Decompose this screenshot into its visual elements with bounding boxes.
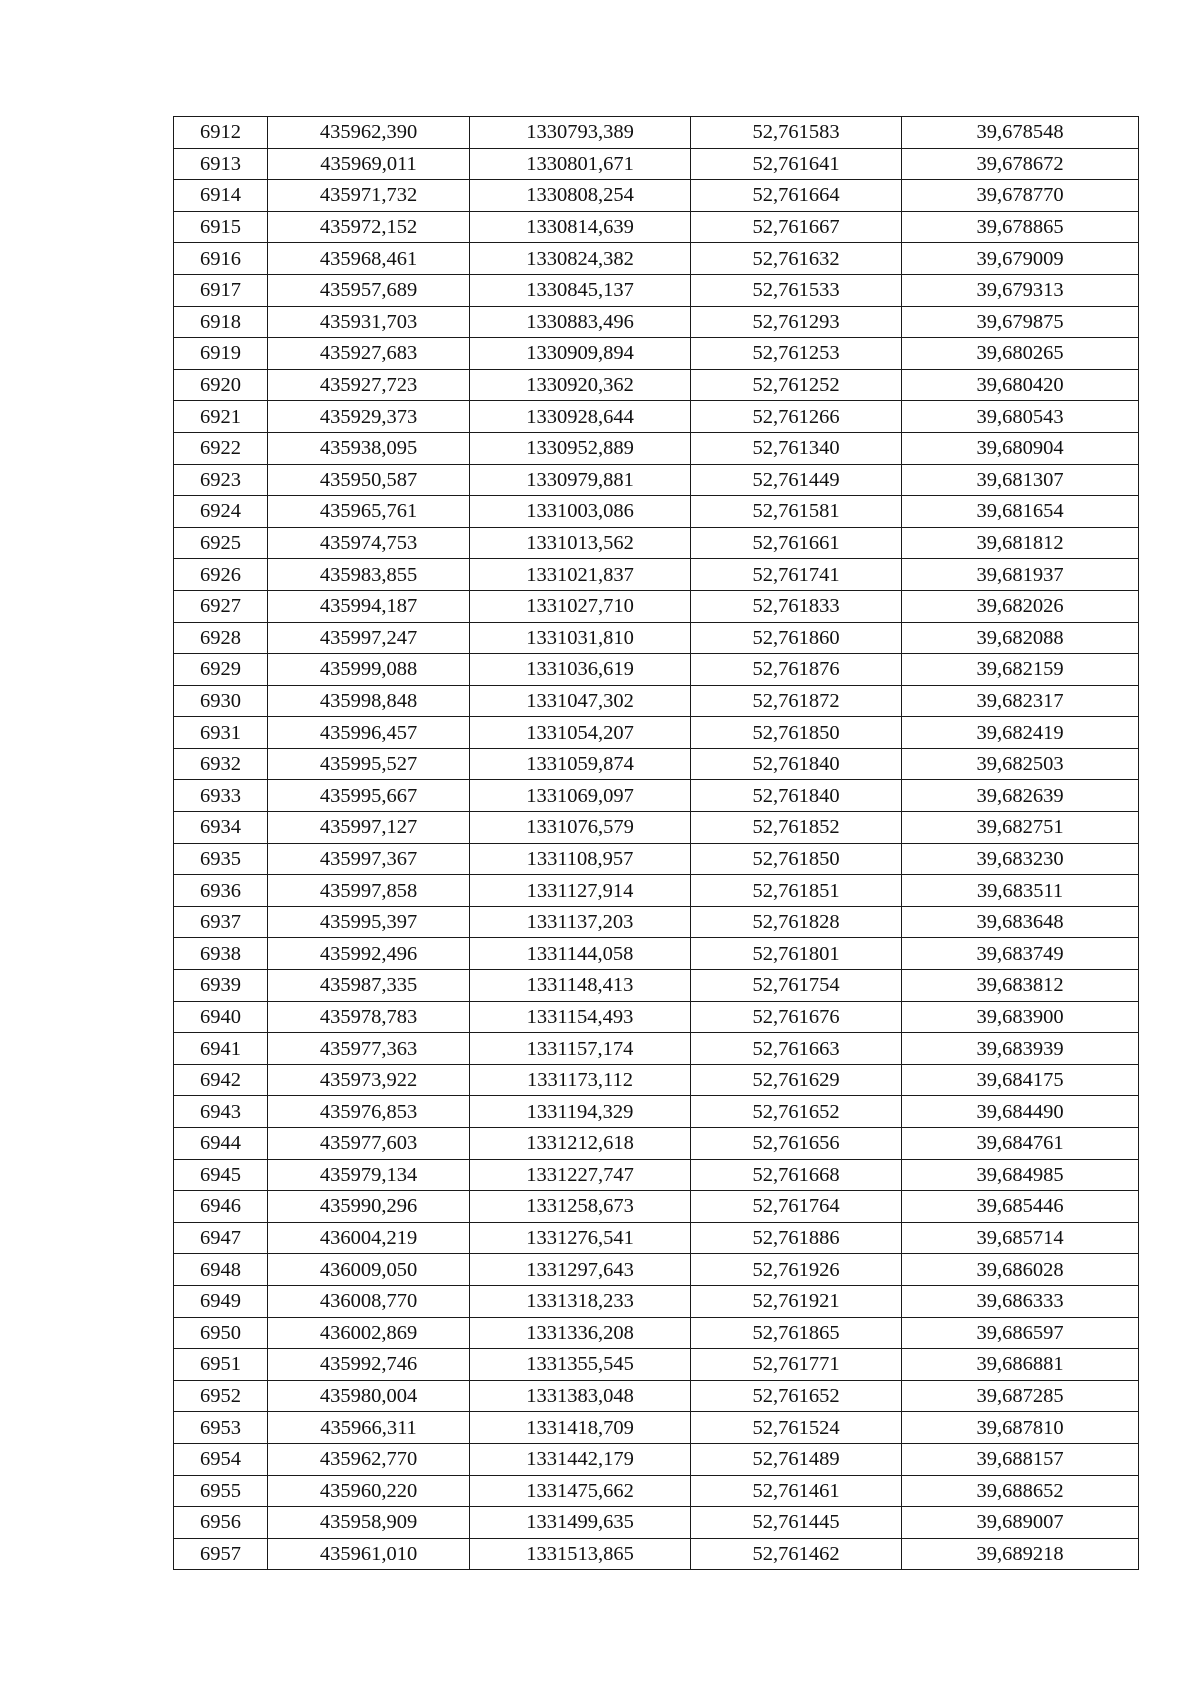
latitude-cell: 52,761840 — [691, 780, 902, 812]
longitude-cell: 39,680420 — [902, 369, 1139, 401]
y-coordinate-cell: 1331137,203 — [470, 906, 691, 938]
x-coordinate-cell: 435997,127 — [268, 812, 470, 844]
table-row — [174, 1538, 1139, 1570]
point-number-cell: 6928 — [174, 622, 268, 654]
longitude-cell: 39,686333 — [902, 1285, 1139, 1317]
coordinates-table — [173, 116, 1139, 1570]
longitude-cell: 39,678865 — [902, 211, 1139, 243]
longitude-cell: 39,683648 — [902, 906, 1139, 938]
longitude-cell: 39,679313 — [902, 274, 1139, 306]
x-coordinate-cell: 435962,390 — [268, 117, 470, 149]
point-number-cell: 6939 — [174, 970, 268, 1002]
longitude-cell: 39,683511 — [902, 875, 1139, 907]
latitude-cell: 52,761926 — [691, 1254, 902, 1286]
longitude-cell: 39,684490 — [902, 1096, 1139, 1128]
latitude-cell: 52,761266 — [691, 401, 902, 433]
x-coordinate-cell: 435980,004 — [268, 1380, 470, 1412]
coordinates-table-body — [174, 117, 1139, 1570]
longitude-cell: 39,688157 — [902, 1443, 1139, 1475]
longitude-cell: 39,680265 — [902, 338, 1139, 370]
y-coordinate-cell: 1330928,644 — [470, 401, 691, 433]
longitude-cell: 39,680904 — [902, 432, 1139, 464]
longitude-cell: 39,682503 — [902, 748, 1139, 780]
table-row — [174, 559, 1139, 591]
table-row — [174, 338, 1139, 370]
point-number-cell: 6948 — [174, 1254, 268, 1286]
latitude-cell: 52,761886 — [691, 1222, 902, 1254]
table-row — [174, 1285, 1139, 1317]
longitude-cell: 39,685446 — [902, 1191, 1139, 1223]
y-coordinate-cell: 1331013,562 — [470, 527, 691, 559]
latitude-cell: 52,761852 — [691, 812, 902, 844]
x-coordinate-cell: 435992,496 — [268, 938, 470, 970]
point-number-cell: 6953 — [174, 1412, 268, 1444]
x-coordinate-cell: 435997,858 — [268, 875, 470, 907]
x-coordinate-cell: 435969,011 — [268, 148, 470, 180]
point-number-cell: 6941 — [174, 1033, 268, 1065]
longitude-cell: 39,682317 — [902, 685, 1139, 717]
x-coordinate-cell: 435971,732 — [268, 180, 470, 212]
point-number-cell: 6927 — [174, 590, 268, 622]
point-number-cell: 6937 — [174, 906, 268, 938]
point-number-cell: 6933 — [174, 780, 268, 812]
y-coordinate-cell: 1331069,097 — [470, 780, 691, 812]
y-coordinate-cell: 1330883,496 — [470, 306, 691, 338]
y-coordinate-cell: 1330824,382 — [470, 243, 691, 275]
longitude-cell: 39,683900 — [902, 1001, 1139, 1033]
longitude-cell: 39,681654 — [902, 496, 1139, 528]
latitude-cell: 52,761764 — [691, 1191, 902, 1223]
table-row — [174, 464, 1139, 496]
latitude-cell: 52,761489 — [691, 1443, 902, 1475]
x-coordinate-cell: 435997,367 — [268, 843, 470, 875]
latitude-cell: 52,761461 — [691, 1475, 902, 1507]
latitude-cell: 52,761771 — [691, 1349, 902, 1381]
table-row — [174, 432, 1139, 464]
y-coordinate-cell: 1331318,233 — [470, 1285, 691, 1317]
point-number-cell: 6957 — [174, 1538, 268, 1570]
x-coordinate-cell: 435927,683 — [268, 338, 470, 370]
y-coordinate-cell: 1331031,810 — [470, 622, 691, 654]
y-coordinate-cell: 1331227,747 — [470, 1159, 691, 1191]
x-coordinate-cell: 435965,761 — [268, 496, 470, 528]
x-coordinate-cell: 436008,770 — [268, 1285, 470, 1317]
point-number-cell: 6920 — [174, 369, 268, 401]
latitude-cell: 52,761663 — [691, 1033, 902, 1065]
point-number-cell: 6915 — [174, 211, 268, 243]
y-coordinate-cell: 1331258,673 — [470, 1191, 691, 1223]
x-coordinate-cell: 435961,010 — [268, 1538, 470, 1570]
y-coordinate-cell: 1331194,329 — [470, 1096, 691, 1128]
x-coordinate-cell: 435927,723 — [268, 369, 470, 401]
table-row — [174, 1317, 1139, 1349]
y-coordinate-cell: 1330909,894 — [470, 338, 691, 370]
point-number-cell: 6912 — [174, 117, 268, 149]
y-coordinate-cell: 1331276,541 — [470, 1222, 691, 1254]
table-row — [174, 369, 1139, 401]
point-number-cell: 6936 — [174, 875, 268, 907]
latitude-cell: 52,761253 — [691, 338, 902, 370]
latitude-cell: 52,761252 — [691, 369, 902, 401]
latitude-cell: 52,761676 — [691, 1001, 902, 1033]
x-coordinate-cell: 435977,603 — [268, 1128, 470, 1160]
point-number-cell: 6944 — [174, 1128, 268, 1160]
table-row — [174, 590, 1139, 622]
x-coordinate-cell: 435977,363 — [268, 1033, 470, 1065]
x-coordinate-cell: 435990,296 — [268, 1191, 470, 1223]
longitude-cell: 39,689007 — [902, 1507, 1139, 1539]
longitude-cell: 39,682639 — [902, 780, 1139, 812]
table-row — [174, 527, 1139, 559]
y-coordinate-cell: 1331297,643 — [470, 1254, 691, 1286]
latitude-cell: 52,761860 — [691, 622, 902, 654]
y-coordinate-cell: 1331108,957 — [470, 843, 691, 875]
point-number-cell: 6956 — [174, 1507, 268, 1539]
table-row — [174, 812, 1139, 844]
point-number-cell: 6949 — [174, 1285, 268, 1317]
table-row — [174, 1222, 1139, 1254]
x-coordinate-cell: 435962,770 — [268, 1443, 470, 1475]
latitude-cell: 52,761754 — [691, 970, 902, 1002]
longitude-cell: 39,679875 — [902, 306, 1139, 338]
y-coordinate-cell: 1331154,493 — [470, 1001, 691, 1033]
point-number-cell: 6934 — [174, 812, 268, 844]
latitude-cell: 52,761840 — [691, 748, 902, 780]
latitude-cell: 52,761583 — [691, 117, 902, 149]
table-row — [174, 1254, 1139, 1286]
y-coordinate-cell: 1331144,058 — [470, 938, 691, 970]
latitude-cell: 52,761833 — [691, 590, 902, 622]
table-row — [174, 1443, 1139, 1475]
point-number-cell: 6943 — [174, 1096, 268, 1128]
x-coordinate-cell: 436002,869 — [268, 1317, 470, 1349]
longitude-cell: 39,678770 — [902, 180, 1139, 212]
longitude-cell: 39,681812 — [902, 527, 1139, 559]
latitude-cell: 52,761667 — [691, 211, 902, 243]
point-number-cell: 6954 — [174, 1443, 268, 1475]
table-row — [174, 654, 1139, 686]
point-number-cell: 6921 — [174, 401, 268, 433]
point-number-cell: 6916 — [174, 243, 268, 275]
latitude-cell: 52,761851 — [691, 875, 902, 907]
latitude-cell: 52,761652 — [691, 1096, 902, 1128]
longitude-cell: 39,682026 — [902, 590, 1139, 622]
x-coordinate-cell: 435950,587 — [268, 464, 470, 496]
longitude-cell: 39,686597 — [902, 1317, 1139, 1349]
longitude-cell: 39,679009 — [902, 243, 1139, 275]
longitude-cell: 39,682159 — [902, 654, 1139, 686]
y-coordinate-cell: 1331127,914 — [470, 875, 691, 907]
y-coordinate-cell: 1330808,254 — [470, 180, 691, 212]
latitude-cell: 52,761872 — [691, 685, 902, 717]
x-coordinate-cell: 435974,753 — [268, 527, 470, 559]
x-coordinate-cell: 435972,152 — [268, 211, 470, 243]
point-number-cell: 6947 — [174, 1222, 268, 1254]
x-coordinate-cell: 435998,848 — [268, 685, 470, 717]
y-coordinate-cell: 1331418,709 — [470, 1412, 691, 1444]
table-row — [174, 1412, 1139, 1444]
latitude-cell: 52,761828 — [691, 906, 902, 938]
longitude-cell: 39,683749 — [902, 938, 1139, 970]
table-row — [174, 496, 1139, 528]
longitude-cell: 39,689218 — [902, 1538, 1139, 1570]
longitude-cell: 39,684175 — [902, 1064, 1139, 1096]
longitude-cell: 39,684761 — [902, 1128, 1139, 1160]
y-coordinate-cell: 1330814,639 — [470, 211, 691, 243]
point-number-cell: 6946 — [174, 1191, 268, 1223]
longitude-cell: 39,678548 — [902, 117, 1139, 149]
x-coordinate-cell: 435999,088 — [268, 654, 470, 686]
x-coordinate-cell: 436009,050 — [268, 1254, 470, 1286]
table-row — [174, 1507, 1139, 1539]
longitude-cell: 39,681937 — [902, 559, 1139, 591]
point-number-cell: 6929 — [174, 654, 268, 686]
x-coordinate-cell: 435995,397 — [268, 906, 470, 938]
longitude-cell: 39,686881 — [902, 1349, 1139, 1381]
latitude-cell: 52,761641 — [691, 148, 902, 180]
latitude-cell: 52,761921 — [691, 1285, 902, 1317]
x-coordinate-cell: 435987,335 — [268, 970, 470, 1002]
table-row — [174, 1001, 1139, 1033]
table-row — [174, 685, 1139, 717]
x-coordinate-cell: 435978,783 — [268, 1001, 470, 1033]
point-number-cell: 6922 — [174, 432, 268, 464]
x-coordinate-cell: 435931,703 — [268, 306, 470, 338]
point-number-cell: 6925 — [174, 527, 268, 559]
longitude-cell: 39,682419 — [902, 717, 1139, 749]
longitude-cell: 39,682088 — [902, 622, 1139, 654]
y-coordinate-cell: 1330801,671 — [470, 148, 691, 180]
point-number-cell: 6926 — [174, 559, 268, 591]
y-coordinate-cell: 1331047,302 — [470, 685, 691, 717]
latitude-cell: 52,761581 — [691, 496, 902, 528]
y-coordinate-cell: 1331513,865 — [470, 1538, 691, 1570]
longitude-cell: 39,686028 — [902, 1254, 1139, 1286]
y-coordinate-cell: 1331383,048 — [470, 1380, 691, 1412]
table-row — [174, 274, 1139, 306]
table-row — [174, 717, 1139, 749]
latitude-cell: 52,761850 — [691, 843, 902, 875]
table-row — [174, 1191, 1139, 1223]
table-row — [174, 748, 1139, 780]
table-row — [174, 1159, 1139, 1191]
latitude-cell: 52,761632 — [691, 243, 902, 275]
table-row — [174, 906, 1139, 938]
x-coordinate-cell: 435976,853 — [268, 1096, 470, 1128]
latitude-cell: 52,761445 — [691, 1507, 902, 1539]
latitude-cell: 52,761850 — [691, 717, 902, 749]
table-row — [174, 1475, 1139, 1507]
longitude-cell: 39,683812 — [902, 970, 1139, 1002]
x-coordinate-cell: 435995,667 — [268, 780, 470, 812]
y-coordinate-cell: 1331036,619 — [470, 654, 691, 686]
latitude-cell: 52,761652 — [691, 1380, 902, 1412]
table-row — [174, 401, 1139, 433]
x-coordinate-cell: 435995,527 — [268, 748, 470, 780]
point-number-cell: 6913 — [174, 148, 268, 180]
table-row — [174, 1064, 1139, 1096]
latitude-cell: 52,761668 — [691, 1159, 902, 1191]
y-coordinate-cell: 1331355,545 — [470, 1349, 691, 1381]
x-coordinate-cell: 435997,247 — [268, 622, 470, 654]
x-coordinate-cell: 435958,909 — [268, 1507, 470, 1539]
y-coordinate-cell: 1331054,207 — [470, 717, 691, 749]
table-row — [174, 1380, 1139, 1412]
table-row — [174, 780, 1139, 812]
point-number-cell: 6917 — [174, 274, 268, 306]
point-number-cell: 6932 — [174, 748, 268, 780]
y-coordinate-cell: 1331212,618 — [470, 1128, 691, 1160]
table-row — [174, 843, 1139, 875]
y-coordinate-cell: 1331173,112 — [470, 1064, 691, 1096]
y-coordinate-cell: 1331003,086 — [470, 496, 691, 528]
x-coordinate-cell: 435996,457 — [268, 717, 470, 749]
latitude-cell: 52,761741 — [691, 559, 902, 591]
latitude-cell: 52,761340 — [691, 432, 902, 464]
table-row — [174, 938, 1139, 970]
table-row — [174, 1128, 1139, 1160]
latitude-cell: 52,761293 — [691, 306, 902, 338]
point-number-cell: 6930 — [174, 685, 268, 717]
x-coordinate-cell: 435973,922 — [268, 1064, 470, 1096]
table-row — [174, 622, 1139, 654]
x-coordinate-cell: 435960,220 — [268, 1475, 470, 1507]
longitude-cell: 39,682751 — [902, 812, 1139, 844]
latitude-cell: 52,761629 — [691, 1064, 902, 1096]
longitude-cell: 39,684985 — [902, 1159, 1139, 1191]
latitude-cell: 52,761661 — [691, 527, 902, 559]
point-number-cell: 6942 — [174, 1064, 268, 1096]
point-number-cell: 6935 — [174, 843, 268, 875]
point-number-cell: 6951 — [174, 1349, 268, 1381]
table-row — [174, 1033, 1139, 1065]
longitude-cell: 39,685714 — [902, 1222, 1139, 1254]
x-coordinate-cell: 435966,311 — [268, 1412, 470, 1444]
table-row — [174, 243, 1139, 275]
longitude-cell: 39,688652 — [902, 1475, 1139, 1507]
y-coordinate-cell: 1331021,837 — [470, 559, 691, 591]
x-coordinate-cell: 435929,373 — [268, 401, 470, 433]
point-number-cell: 6919 — [174, 338, 268, 370]
latitude-cell: 52,761801 — [691, 938, 902, 970]
point-number-cell: 6940 — [174, 1001, 268, 1033]
point-number-cell: 6955 — [174, 1475, 268, 1507]
y-coordinate-cell: 1331059,874 — [470, 748, 691, 780]
y-coordinate-cell: 1331475,662 — [470, 1475, 691, 1507]
table-row — [174, 875, 1139, 907]
point-number-cell: 6931 — [174, 717, 268, 749]
latitude-cell: 52,761656 — [691, 1128, 902, 1160]
latitude-cell: 52,761664 — [691, 180, 902, 212]
y-coordinate-cell: 1331499,635 — [470, 1507, 691, 1539]
latitude-cell: 52,761462 — [691, 1538, 902, 1570]
latitude-cell: 52,761876 — [691, 654, 902, 686]
x-coordinate-cell: 435994,187 — [268, 590, 470, 622]
point-number-cell: 6938 — [174, 938, 268, 970]
point-number-cell: 6918 — [174, 306, 268, 338]
y-coordinate-cell: 1330845,137 — [470, 274, 691, 306]
longitude-cell: 39,687810 — [902, 1412, 1139, 1444]
longitude-cell: 39,681307 — [902, 464, 1139, 496]
table-row — [174, 306, 1139, 338]
y-coordinate-cell: 1331442,179 — [470, 1443, 691, 1475]
longitude-cell: 39,687285 — [902, 1380, 1139, 1412]
latitude-cell: 52,761449 — [691, 464, 902, 496]
table-row — [174, 1096, 1139, 1128]
table-row — [174, 970, 1139, 1002]
y-coordinate-cell: 1330793,389 — [470, 117, 691, 149]
y-coordinate-cell: 1330952,889 — [470, 432, 691, 464]
latitude-cell: 52,761524 — [691, 1412, 902, 1444]
point-number-cell: 6945 — [174, 1159, 268, 1191]
x-coordinate-cell: 435957,689 — [268, 274, 470, 306]
y-coordinate-cell: 1331148,413 — [470, 970, 691, 1002]
longitude-cell: 39,683939 — [902, 1033, 1139, 1065]
y-coordinate-cell: 1330920,362 — [470, 369, 691, 401]
longitude-cell: 39,683230 — [902, 843, 1139, 875]
latitude-cell: 52,761533 — [691, 274, 902, 306]
point-number-cell: 6924 — [174, 496, 268, 528]
table-row — [174, 117, 1139, 149]
y-coordinate-cell: 1331157,174 — [470, 1033, 691, 1065]
x-coordinate-cell: 435968,461 — [268, 243, 470, 275]
table-row — [174, 1349, 1139, 1381]
point-number-cell: 6952 — [174, 1380, 268, 1412]
y-coordinate-cell: 1331027,710 — [470, 590, 691, 622]
longitude-cell: 39,678672 — [902, 148, 1139, 180]
point-number-cell: 6923 — [174, 464, 268, 496]
table-row — [174, 211, 1139, 243]
y-coordinate-cell: 1331336,208 — [470, 1317, 691, 1349]
y-coordinate-cell: 1331076,579 — [470, 812, 691, 844]
latitude-cell: 52,761865 — [691, 1317, 902, 1349]
x-coordinate-cell: 435938,095 — [268, 432, 470, 464]
x-coordinate-cell: 435979,134 — [268, 1159, 470, 1191]
longitude-cell: 39,680543 — [902, 401, 1139, 433]
table-row — [174, 180, 1139, 212]
table-row — [174, 148, 1139, 180]
y-coordinate-cell: 1330979,881 — [470, 464, 691, 496]
x-coordinate-cell: 435992,746 — [268, 1349, 470, 1381]
x-coordinate-cell: 435983,855 — [268, 559, 470, 591]
point-number-cell: 6950 — [174, 1317, 268, 1349]
point-number-cell: 6914 — [174, 180, 268, 212]
x-coordinate-cell: 436004,219 — [268, 1222, 470, 1254]
